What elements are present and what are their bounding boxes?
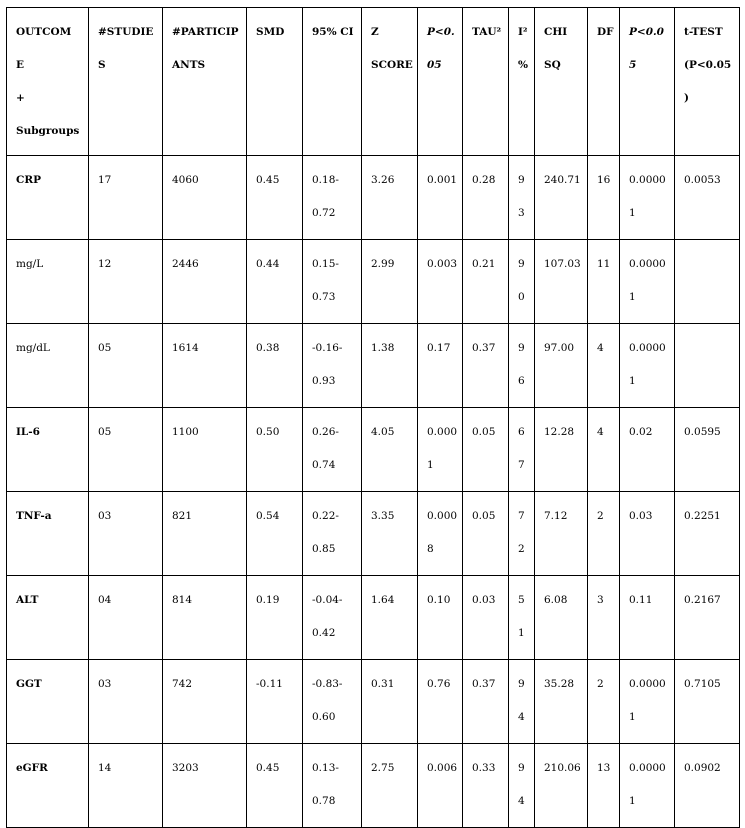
col-participants: #PARTICIP ANTS — [163, 8, 247, 156]
col-studies: #STUDIE S — [89, 8, 163, 156]
z-cell: 3.35 — [362, 492, 418, 576]
i2-cell: 90 — [509, 240, 535, 324]
ttest-cell: 0.2167 — [675, 576, 740, 660]
p2-cell: 0.02 — [620, 408, 675, 492]
p2-cell: 0.00001 — [620, 660, 675, 744]
i2-cell: 94 — [509, 660, 535, 744]
smd-cell: 0.50 — [247, 408, 303, 492]
col-chi: CHI SQ — [535, 8, 588, 156]
studies-cell: 05 — [89, 324, 163, 408]
ttest-cell: 0.7105 — [675, 660, 740, 744]
chi-cell: 97.00 — [535, 324, 588, 408]
outcome-cell: CRP — [7, 156, 89, 240]
df-cell: 2 — [588, 660, 620, 744]
tau-cell: 0.28 — [463, 156, 509, 240]
participants-cell: 1100 — [163, 408, 247, 492]
ttest-cell: 0.2251 — [675, 492, 740, 576]
ttest-cell: 0.0595 — [675, 408, 740, 492]
studies-cell: 03 — [89, 492, 163, 576]
p-cell: 0.006 — [418, 744, 463, 828]
p2-cell: 0.00001 — [620, 156, 675, 240]
studies-cell: 17 — [89, 156, 163, 240]
table-row — [7, 492, 740, 576]
z-cell: 4.05 — [362, 408, 418, 492]
meta-analysis-table — [6, 7, 740, 828]
col-z: Z SCORE — [362, 8, 418, 156]
smd-cell: 0.54 — [247, 492, 303, 576]
p2-cell: 0.11 — [620, 576, 675, 660]
outcome-cell: ALT — [7, 576, 89, 660]
col-smd: SMD — [247, 8, 303, 156]
z-cell: 1.64 — [362, 576, 418, 660]
p-cell: 0.17 — [418, 324, 463, 408]
chi-cell: 107.03 — [535, 240, 588, 324]
col-ci: 95% CI — [303, 8, 362, 156]
chi-cell: 7.12 — [535, 492, 588, 576]
col-outcome: OUTCOM E + Subgroups — [7, 8, 89, 156]
z-cell: 2.99 — [362, 240, 418, 324]
p-cell: 0.0008 — [418, 492, 463, 576]
participants-cell: 1614 — [163, 324, 247, 408]
chi-cell: 240.71 — [535, 156, 588, 240]
studies-cell: 14 — [89, 744, 163, 828]
z-cell: 2.75 — [362, 744, 418, 828]
p2-cell: 0.00001 — [620, 324, 675, 408]
outcome-cell: GGT — [7, 660, 89, 744]
table-row — [7, 324, 740, 408]
studies-cell: 12 — [89, 240, 163, 324]
ci-cell: 0.13- 0.78 — [303, 744, 362, 828]
z-cell: 0.31 — [362, 660, 418, 744]
z-cell: 3.26 — [362, 156, 418, 240]
smd-cell: 0.38 — [247, 324, 303, 408]
i2-cell: 72 — [509, 492, 535, 576]
tau-cell: 0.33 — [463, 744, 509, 828]
df-cell: 2 — [588, 492, 620, 576]
i2-cell: 51 — [509, 576, 535, 660]
tau-cell: 0.21 — [463, 240, 509, 324]
studies-cell: 03 — [89, 660, 163, 744]
chi-cell: 210.06 — [535, 744, 588, 828]
z-cell: 1.38 — [362, 324, 418, 408]
participants-cell: 742 — [163, 660, 247, 744]
tau-cell: 0.37 — [463, 324, 509, 408]
participants-cell: 821 — [163, 492, 247, 576]
col-df: DF — [588, 8, 620, 156]
outcome-cell: mg/dL — [7, 324, 89, 408]
p-cell: 0.10 — [418, 576, 463, 660]
tau-cell: 0.05 — [463, 408, 509, 492]
tau-cell: 0.05 — [463, 492, 509, 576]
participants-cell: 3203 — [163, 744, 247, 828]
p-cell: 0.001 — [418, 156, 463, 240]
table-row — [7, 576, 740, 660]
df-cell: 11 — [588, 240, 620, 324]
col-p2: P<0.05 — [620, 8, 675, 156]
outcome-cell: IL-6 — [7, 408, 89, 492]
p2-cell: 0.03 — [620, 492, 675, 576]
studies-cell: 05 — [89, 408, 163, 492]
i2-cell: 96 — [509, 324, 535, 408]
df-cell: 4 — [588, 324, 620, 408]
ci-cell: 0.18- 0.72 — [303, 156, 362, 240]
i2-cell: 94 — [509, 744, 535, 828]
ttest-cell: 0.0902 — [675, 744, 740, 828]
participants-cell: 2446 — [163, 240, 247, 324]
smd-cell: -0.11 — [247, 660, 303, 744]
tau-cell: 0.03 — [463, 576, 509, 660]
ttest-cell — [675, 324, 740, 408]
p-cell: 0.76 — [418, 660, 463, 744]
studies-cell: 04 — [89, 576, 163, 660]
df-cell: 4 — [588, 408, 620, 492]
header-row — [7, 8, 740, 156]
table-row — [7, 156, 740, 240]
df-cell: 3 — [588, 576, 620, 660]
participants-cell: 814 — [163, 576, 247, 660]
ci-cell: 0.26- 0.74 — [303, 408, 362, 492]
i2-cell: 93 — [509, 156, 535, 240]
chi-cell: 12.28 — [535, 408, 588, 492]
outcome-cell: TNF-a — [7, 492, 89, 576]
outcome-cell: mg/L — [7, 240, 89, 324]
table-row — [7, 744, 740, 828]
smd-cell: 0.19 — [247, 576, 303, 660]
ci-cell: -0.83- 0.60 — [303, 660, 362, 744]
table-row — [7, 408, 740, 492]
ttest-cell — [675, 240, 740, 324]
smd-cell: 0.45 — [247, 744, 303, 828]
chi-cell: 6.08 — [535, 576, 588, 660]
p2-cell: 0.00001 — [620, 744, 675, 828]
smd-cell: 0.44 — [247, 240, 303, 324]
participants-cell: 4060 — [163, 156, 247, 240]
col-ttest: t-TEST (P<0.05 ) — [675, 8, 740, 156]
ci-cell: 0.15- 0.73 — [303, 240, 362, 324]
ttest-cell: 0.0053 — [675, 156, 740, 240]
table-row — [7, 660, 740, 744]
col-i2: I² % — [509, 8, 535, 156]
ci-cell: 0.22- 0.85 — [303, 492, 362, 576]
chi-cell: 35.28 — [535, 660, 588, 744]
outcome-cell: eGFR — [7, 744, 89, 828]
p2-cell: 0.00001 — [620, 240, 675, 324]
ci-cell: -0.16- 0.93 — [303, 324, 362, 408]
p-cell: 0.0001 — [418, 408, 463, 492]
df-cell: 16 — [588, 156, 620, 240]
p-cell: 0.003 — [418, 240, 463, 324]
tau-cell: 0.37 — [463, 660, 509, 744]
table-row — [7, 240, 740, 324]
df-cell: 13 — [588, 744, 620, 828]
i2-cell: 67 — [509, 408, 535, 492]
ci-cell: -0.04- 0.42 — [303, 576, 362, 660]
smd-cell: 0.45 — [247, 156, 303, 240]
col-tau: TAU² — [463, 8, 509, 156]
col-p: P<0.05 — [418, 8, 463, 156]
